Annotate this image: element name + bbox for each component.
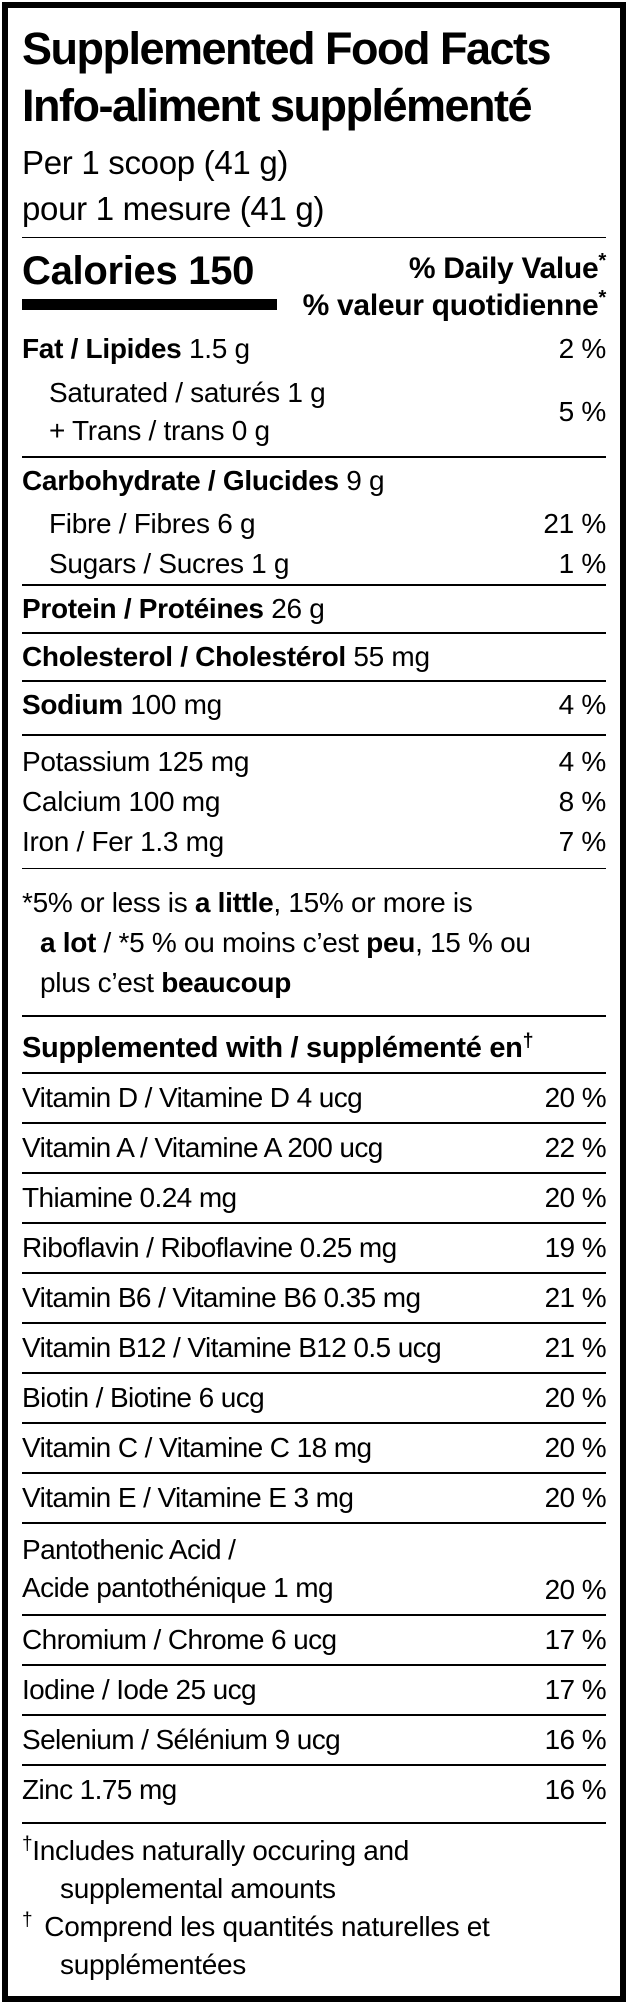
iron-name: Iron / Fer 1.3 mg	[22, 825, 224, 857]
supplement-daily-value: 20 %	[544, 1381, 606, 1413]
fibre-daily-value: 21 %	[543, 507, 606, 539]
row-iron	[22, 822, 606, 862]
label-frame	[2, 2, 626, 2002]
supplement-name: Thiamine 0.24 mg	[22, 1181, 237, 1213]
saturated-fat-name: Saturated / saturés 1 g	[49, 376, 326, 408]
supplement-name: Vitamin B12 / Vitamine B12 0.5 ucg	[22, 1331, 442, 1363]
daily-value-header-fr: % valeur quotidienne*	[302, 286, 606, 322]
dagger-note-en-line1: †Includes naturally occuring and	[22, 1833, 410, 1866]
supplement-daily-value: 20 %	[544, 1431, 606, 1463]
dagger-symbol: †	[22, 1833, 33, 1855]
fibre-name: Fibre / Fibres 6 g	[49, 507, 256, 539]
footnote-line-3: plus c’est beaucoup	[40, 967, 292, 999]
supplement-daily-value: 16 %	[544, 1723, 606, 1755]
supplement-daily-value: 21 %	[544, 1331, 606, 1363]
supplement-daily-value: 17 %	[544, 1673, 606, 1705]
supplement-daily-value: 20 %	[544, 1481, 606, 1513]
supplement-row-vitamin-b12	[22, 1322, 606, 1372]
supplement-daily-value: 20 %	[544, 1573, 606, 1605]
supplement-row-vitamin-b6	[22, 1272, 606, 1322]
supplement-row-vitamin-c	[22, 1422, 606, 1472]
row-calcium	[22, 782, 606, 822]
supplement-name: Vitamin A / Vitamine A 200 ucg	[22, 1131, 383, 1163]
supplement-name: Biotin / Biotine 6 ucg	[22, 1381, 265, 1413]
label-title-fr: Info-aliment supplémenté	[22, 80, 532, 131]
supplement-name: Chromium / Chrome 6 ucg	[22, 1623, 337, 1655]
footnote-line-2: a lot / *5 % ou moins c’est peu, 15 % ou	[40, 927, 531, 959]
protein-name: Protein / Protéines 26 g	[22, 592, 325, 624]
supplement-name: Vitamin C / Vitamine C 18 mg	[22, 1431, 372, 1463]
calcium-name: Calcium 100 mg	[22, 785, 221, 817]
section-divider-bar	[22, 734, 606, 736]
supplement-row-selenium	[22, 1714, 606, 1764]
header-divider-bar	[22, 237, 606, 238]
saturated-trans-daily-value: 5 %	[558, 395, 606, 427]
row-sugars	[22, 544, 606, 584]
calories-number: 150	[188, 248, 255, 293]
supplement-row-vitamin-a	[22, 1122, 606, 1172]
supplement-daily-value: 20 %	[544, 1181, 606, 1213]
supplemented-with-heading: Supplemented with / supplémenté en†	[22, 1029, 534, 1064]
row-protein	[22, 586, 606, 632]
row-potassium	[22, 742, 606, 782]
row-saturated-trans	[22, 372, 606, 456]
label-title-en: Supplemented Food Facts	[22, 23, 551, 74]
supplement-daily-value: 20 %	[544, 1081, 606, 1113]
sugars-name: Sugars / Sucres 1 g	[49, 547, 290, 579]
fat-name: Fat / Lipides 1.5 g	[22, 332, 250, 364]
section-divider-bar	[22, 1015, 606, 1017]
daily-value-header-en: % Daily Value*	[408, 249, 606, 285]
supplement-name: Riboflavin / Riboflavine 0.25 mg	[22, 1231, 397, 1263]
footnote-line-1: *5% or less is a little, 15% or more is	[22, 887, 473, 919]
supplement-row-riboflavin	[22, 1222, 606, 1272]
sodium-daily-value: 4 %	[558, 688, 606, 720]
calories-label: Calories	[22, 248, 178, 293]
supplement-daily-value: 19 %	[544, 1231, 606, 1263]
dagger-note-fr-line2: supplémentées	[60, 1949, 247, 1980]
supplement-daily-value: 22 %	[544, 1131, 606, 1163]
trans-fat-name: + Trans / trans 0 g	[49, 414, 270, 446]
dagger-note-fr-line1: † Comprend les quantités naturelles et	[22, 1909, 490, 1942]
saturated-trans-names	[22, 374, 325, 450]
supplement-row-chromium	[22, 1614, 606, 1664]
section-divider-bar	[22, 868, 606, 870]
supplement-name: Pantothenic Acid / Acide pantothénique 1 mg	[22, 1533, 333, 1603]
supplement-row-vitamin-e	[22, 1472, 606, 1522]
supplement-daily-value: 21 %	[544, 1281, 606, 1313]
asterisk-symbol: *	[598, 249, 606, 272]
supplement-name: Vitamin E / Vitamine E 3 mg	[22, 1481, 354, 1513]
supplement-name: Vitamin D / Vitamine D 4 ucg	[22, 1081, 363, 1113]
dagger-footnotes	[22, 1828, 606, 1984]
supplement-name: Iodine / Iode 25 ucg	[22, 1673, 256, 1705]
supplement-name: Zinc 1.75 mg	[22, 1773, 177, 1805]
asterisk-symbol: *	[598, 286, 606, 309]
row-cholesterol	[22, 634, 606, 680]
supplement-daily-value: 17 %	[544, 1623, 606, 1655]
calories-block	[22, 250, 277, 310]
dagger-symbol: †	[522, 1029, 534, 1052]
cholesterol-name: Cholesterol / Cholestérol 55 mg	[22, 640, 430, 672]
calcium-daily-value: 8 %	[558, 785, 606, 817]
serving-size-fr: pour 1 mesure (41 g)	[22, 190, 325, 227]
supplement-row-pantothenic-acid	[22, 1522, 606, 1614]
sugars-daily-value: 1 %	[558, 547, 606, 579]
iron-daily-value: 7 %	[558, 825, 606, 857]
dagger-note-en-line2: supplemental amounts	[60, 1873, 336, 1904]
section-divider-bar	[22, 1822, 606, 1824]
row-fat	[22, 326, 606, 372]
dagger-symbol: †	[22, 1909, 33, 1931]
supplement-name: Vitamin B6 / Vitamine B6 0.35 mg	[22, 1281, 421, 1313]
fat-daily-value: 2 %	[558, 332, 606, 364]
potassium-name: Potassium 125 mg	[22, 745, 250, 777]
sodium-name: Sodium 100 mg	[22, 688, 222, 720]
daily-value-footnote	[22, 875, 606, 1009]
supplement-row-thiamine	[22, 1172, 606, 1222]
row-fibre	[22, 504, 606, 544]
supplement-daily-value: 16 %	[544, 1773, 606, 1805]
calories-value	[22, 250, 277, 292]
supplement-row-iodine	[22, 1664, 606, 1714]
supplement-row-zinc	[22, 1764, 606, 1814]
carbohydrate-name: Carbohydrate / Glucides 9 g	[22, 464, 385, 496]
row-sodium	[22, 682, 606, 728]
potassium-daily-value: 4 %	[558, 745, 606, 777]
supplement-name: Selenium / Sélénium 9 ucg	[22, 1723, 341, 1755]
daily-value-header	[303, 250, 606, 324]
supplement-row-biotin	[22, 1372, 606, 1422]
supplement-row-vitamin-d	[22, 1072, 606, 1122]
serving-size-en: Per 1 scoop (41 g)	[22, 144, 289, 181]
calories-underline-bar	[22, 299, 277, 310]
row-carbohydrate	[22, 458, 606, 504]
calories-section	[22, 242, 606, 326]
